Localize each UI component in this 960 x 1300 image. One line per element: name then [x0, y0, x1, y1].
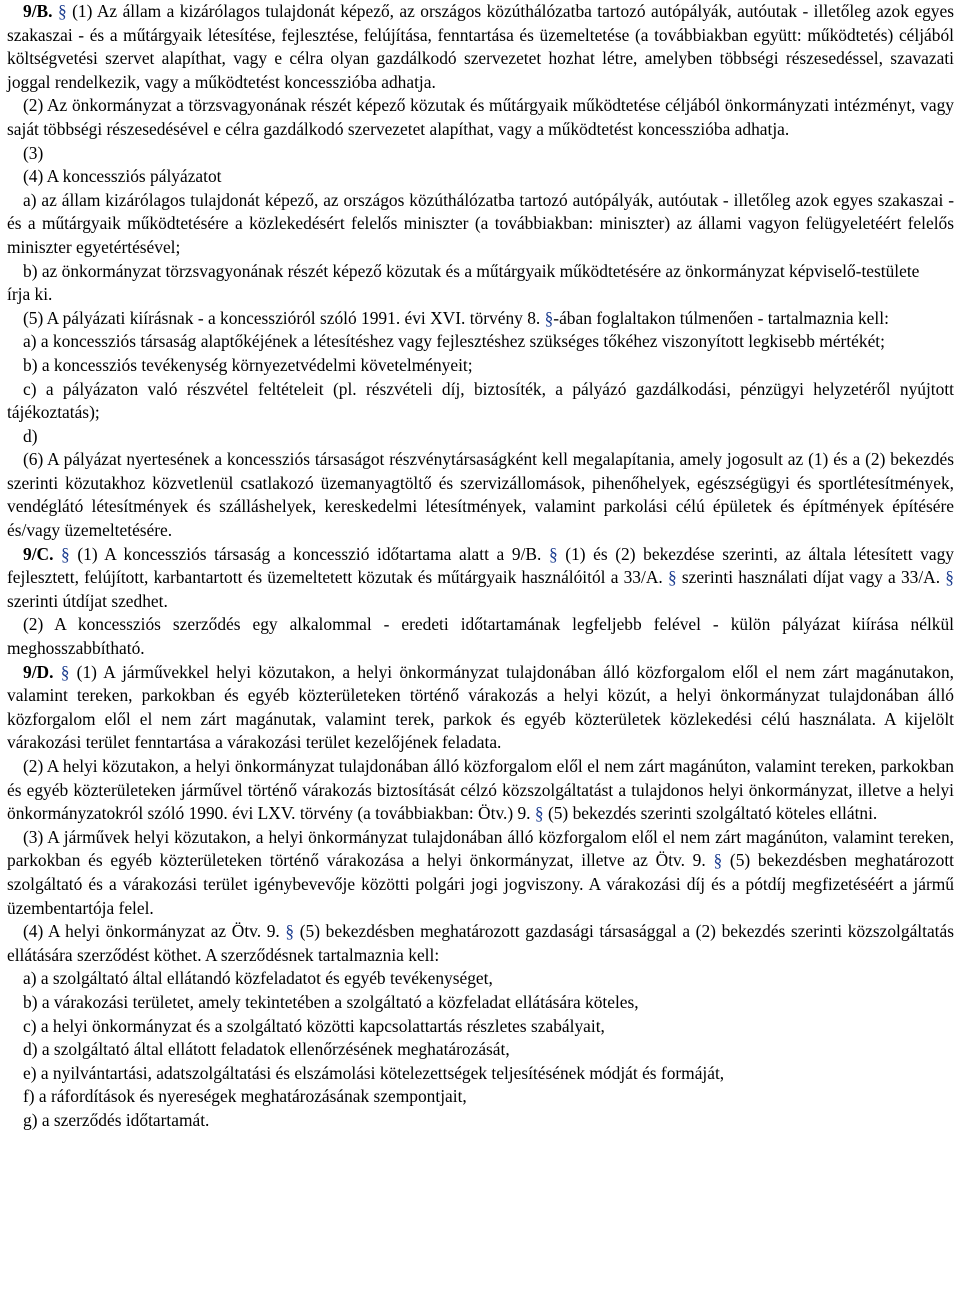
list-item: e) a nyilvántartási, adatszolgáltatási és elszámolási kötelezettségek teljesítésének módját és formáját, — [23, 1062, 725, 1083]
paragraph-9c-2: (2) A koncessziós szerződés egy alkalommal - eredeti időtartamának legfeljebb felével - külön pályázat kiírása nélkül meghosszabbítható. — [7, 614, 954, 659]
paragraph-text: (2) A helyi közutakon, a helyi önkormányzat tulajdonában álló közforgalom elől el nem zárt magánúton, valamint tereken, parkokban és egyéb közterületeken járművel történő várakozás biztosítását célzó közszolgáltatást a tulajdonos helyi önkormányzat, illetve a helyi önkormányzatokról szóló 1990. évi LXV. törvény (a továbbiakban: Ötv.) 9. — [7, 756, 954, 824]
section-sign-link[interactable]: § — [667, 567, 677, 588]
paragraph-text: (1) A járművekkel helyi közutakon, a helyi önkormányzat tulajdonában álló közforgalom elől el nem zárt magánutakon, valamint tereken, parkokban és egyéb közterületeken történő várakozás a helyi közút, a helyi önkormányzat tulajdonában álló közforgalom elől el nem zárt magánutak, valamint terek, parkok és egyéb közterületek közlekedési célú használata. A kijelölt várakozási terület fenntartása a várakozási terület kezelőjének feladata. — [7, 661, 954, 753]
paragraph-text: (1) és (2) bekezdése szerinti, az általa létesített vagy fejlesztett, felújított, karbantartott és üzemeltetett közutak és műtárgyaik használóitól a 33/A. — [7, 543, 954, 588]
paragraph-9b-2: (2) Az önkormányzat a törzsvagyonának részét képező közutak és műtárgyaik működtetése céljából önkormányzati intézményt, vagy saját többségi részesedésével e célra gazdálkodó szervezetet alapíthat, vagy a működtetést koncesszióba adhatja. — [7, 95, 954, 139]
paragraph-text: (5) A pályázati kiírásnak - a koncesszióról szóló 1991. évi XVI. törvény 8. — [23, 307, 545, 328]
paragraph-9b-5d: d) — [23, 425, 38, 446]
section-sign-link[interactable]: § — [945, 567, 954, 588]
paragraph-9b-4-end: írja ki. — [7, 284, 53, 305]
paragraph-9b-5a: a) a koncessziós társaság alaptőkéjének a létesítéshez vagy fejlesztéshez szükséges tőkéhez viszonyított legkisebb mértékét; — [23, 331, 885, 352]
paragraph-text: (5) bekezdésben meghatározott gazdasági társasággal a (2) bekezdés szerinti közszolgáltatás ellátására szerződést köthet. A szerződésnek tartalmaznia kell: — [7, 921, 955, 965]
paragraph-text: (5) bekezdésben meghatározott szolgáltató és a várakozási terület igénybevevője közötti polgári jogi jogviszony. A várakozási díj és a pótdíj megfizetéséért a jármű üzembentartója felel. — [7, 850, 954, 918]
paragraph-text: (1) A koncessziós társaság a koncesszió időtartama alatt a 9/B. — [69, 543, 549, 564]
paragraph-9d-3 — [7, 826, 954, 920]
paragraph-9c-1 — [7, 543, 954, 614]
paragraph-text: (1) Az állam a kizárólagos tulajdonát képező, az országos közúthálózatba tartozó autópályák, autóutak - illetőleg azok egyes szakaszai - és a műtárgyaik létesítése, fejlesztése, felújítása, fenntartása és üzemeltetése (a továbbiakban együtt: működtetés) céljából költségvetési szervet alapíthat, vagy e célra olyan gazdálkodó szervezetet hozhat létre, amelyben többségi részesedéssel, szavazati joggal rendelkezik, vagy a működtetést koncesszióba adhatja. — [7, 1, 954, 92]
section-sign-link[interactable]: § — [61, 543, 70, 564]
paragraph-text: -ában foglaltakon túlmenően - tartalmaznia kell: — [553, 307, 889, 328]
paragraph-9b-5c: c) a pályázaton való részvétel feltételeit (pl. részvételi díj, biztosíték, a pályázó gazdálkodási, pénzügyi helyzetéről nyújtott tájékoztatás); — [7, 378, 954, 423]
paragraph-9b-4: (4) A koncessziós pályázatot — [23, 166, 222, 187]
paragraph-9b-4a: a) az állam kizárólagos tulajdonát képező, az országos közúthálózatba tartozó autópályák, autóutak - illetőleg azok egyes szakaszai - és a műtárgyaik működtetésére a közlekedésért felelős miniszter (a továbbiakban: miniszter) az állami vagyon felügyeletéért felelős miniszter egyetértésével; — [7, 189, 954, 257]
list-item: b) a várakozási területet, amely tekintetében a szolgáltató a közfeladat ellátására köteles, — [23, 991, 639, 1012]
section-label-9d: 9/D. — [23, 661, 54, 682]
paragraph-text: (4) A helyi önkormányzat az Ötv. 9. — [23, 921, 286, 942]
paragraph-9b-1 — [7, 0, 954, 94]
paragraph-text: szerinti használati díjat vagy a 33/A. — [676, 567, 946, 588]
paragraph-9b-4b: b) az önkormányzat törzsvagyonának részét képező közutak és a műtárgyaik működtetésére az önkormányzat képviselő-testülete — [23, 260, 920, 281]
paragraph-9b-5b: b) a koncessziós tevékenység környezetvédelmi követelményeit; — [23, 354, 473, 375]
list-item: g) a szerződés időtartamát. — [23, 1109, 210, 1130]
list-item: f) a ráfordítások és nyereségek meghatározásának szempontjait, — [23, 1086, 467, 1107]
paragraph-text: szerinti útdíjat szedhet. — [7, 590, 168, 611]
section-label-9b: 9/B. — [23, 1, 53, 21]
paragraph-text: (5) bekezdés szerinti szolgáltató köteles ellátni. — [543, 803, 878, 824]
paragraph-text: (3) A járművek helyi közutakon, a helyi önkormányzat tulajdonában álló közforgalom elől el nem zárt magánúton, valamint tereken, parkokban és egyéb közterületeken történő várakozása a helyi önkormányzat, illetve az Ötv. 9. — [7, 826, 954, 871]
section-sign-link[interactable]: § — [713, 850, 723, 871]
section-sign-link[interactable]: § — [534, 803, 544, 824]
section-sign-link[interactable]: § — [60, 661, 70, 682]
list-item: a) a szolgáltató által ellátandó közfeladatot és egyéb tevékenységet, — [23, 968, 493, 989]
paragraph-9b-6: (6) A pályázat nyertesének a koncessziós társaságot részvénytársaságként kell megalapítania, amely jogosult az (1) és a (2) bekezdés szerinti közutakhoz közvetlenül csatlakozó üzemanyagtöltő és szervizállomások, pihenőhelyek, egészségügyi és sportlétesítmények, vendéglátó létesítmények és szálláshelyek, kereskedelmi létesítmények, valamint parkolási célú épületek és építmények építésére és/vagy üzemeltetésére. — [7, 449, 954, 541]
section-sign-link[interactable]: § — [285, 921, 295, 942]
section-sign-link[interactable]: § — [548, 543, 558, 564]
list-item: c) a helyi önkormányzat és a szolgáltató közötti kapcsolattartás részletes szabályait, — [23, 1015, 605, 1036]
paragraph-9d-2 — [7, 755, 954, 826]
section-sign-link[interactable]: § — [544, 307, 554, 328]
paragraph-9b-5 — [7, 307, 954, 331]
paragraph-9d-1 — [7, 661, 954, 755]
paragraph-9d-4 — [7, 920, 954, 967]
list-item: d) a szolgáltató által ellátott feladatok ellenőrzésének meghatározását, — [23, 1039, 510, 1060]
section-sign-link[interactable]: § — [57, 1, 67, 21]
paragraph-9b-3: (3) — [23, 142, 44, 163]
section-label-9c: 9/C. — [23, 543, 54, 564]
